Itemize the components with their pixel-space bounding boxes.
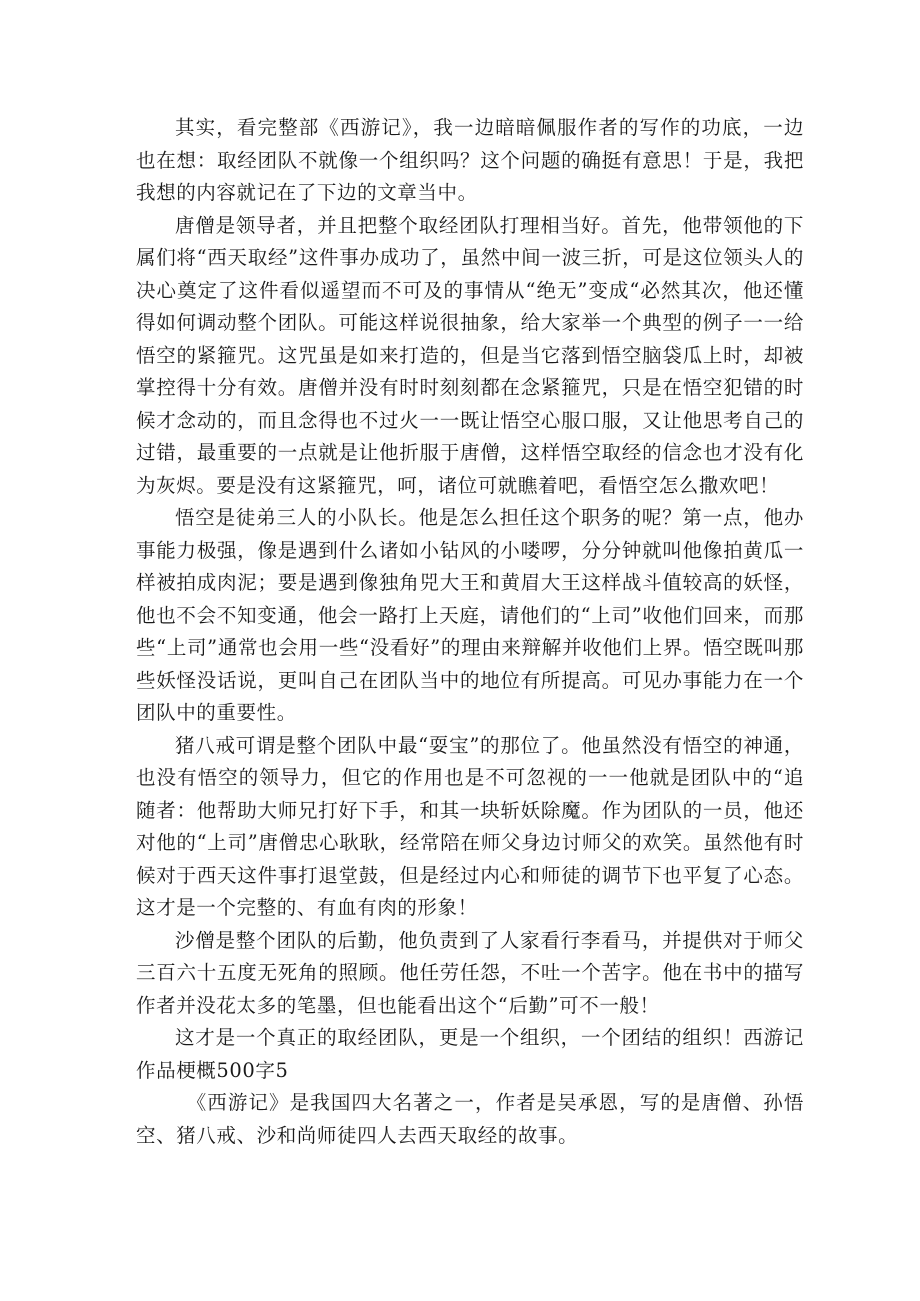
paragraph-summary: 《西游记》是我国四大名著之一，作者是吴承恩，写的是唐僧、孙悟空、猪八戒、沙和尚师徒四人去西天取经的故事。: [136, 1091, 804, 1147]
paragraph-shaseng: 沙僧是整个团队的后勤，他负责到了人家看行李看马，并提供对于师父三百六十五度无死角的照顾。他任劳任怨，不吐一个苦字。他在书中的描写作者并没花太多的笔墨，但也能看出这个“后勤”可不一般！: [136, 928, 804, 1017]
paragraph-bajie: 猪八戒可谓是整个团队中最“耍宝”的那位了。他虽然没有悟空的神通，也没有悟空的领导力，但它的作用也是不可忽视的一一他就是团队中的“追随者：他帮助大师兄打好下手，和其一块斩妖除魔。作为团队的一员，他还对他的“上司”唐僧忠心耿耿，经常陪在师父身边讨师父的欢笑。虽然他有时候对于西天这件事打退堂鼓，但是经过内心和师徒的调节下也平复了心态。这才是一个完整的、有血有肉的形象！: [136, 733, 804, 919]
paragraph-tangseng: 唐僧是领导者，并且把整个取经团队打理相当好。首先，他带领他的下属们将“西天取经”这件事办成功了，虽然中间一波三折，可是这位领头人的决心奠定了这件看似遥望而不可及的事情从“绝无”变成“必然其次，他还懂得如何调动整个团队。可能这样说很抽象，给大家举一个典型的例子一一给悟空的紧箍咒。这咒虽是如来打造的，但是当它落到悟空脑袋瓜上时，却被掌控得十分有效。唐僧并没有时时刻刻都在念紧箍咒，只是在悟空犯错的时候才念动的，而且念得也不过火一一既让悟空心服口服，又让他思考自己的过错，最重要的一点就是让他折服于唐僧，这样悟空取经的信念也才没有化为灰烬。要是没有这紧箍咒，呵，诸位可就瞧着吧，看悟空怎么撒欢吧！: [136, 213, 804, 497]
paragraph-intro: 其实，看完整部《西游记》，我一边暗暗佩服作者的写作的功底，一边也在想：取经团队不就像一个组织吗？这个问题的确挺有意思！于是，我把我想的内容就记在了下边的文章当中。: [136, 116, 804, 204]
document-page: [136, 112, 804, 1152]
paragraph-conclusion: 这才是一个真正的取经团队，更是一个组织，一个团结的组织！西游记作品梗概500字5: [136, 1026, 804, 1082]
paragraph-wukong: 悟空是徒弟三人的小队长。他是怎么担任这个职务的呢？第一点，他办事能力极强，像是遇到什么诸如小钻风的小喽啰，分分钟就叫他像拍黄瓜一样被拍成肉泥；要是遇到像独角兕大王和黄眉大王这样战斗值较高的妖怪，他也不会不知变通，他会一路打上天庭，请他们的“上司”收他们回来，而那些“上司”通常也会用一些“没看好”的理由来辩解并收他们上界。悟空既叫那些妖怪没话说，更叫自己在团队当中的地位有所提高。可见办事能力在一个团队中的重要性。: [136, 506, 804, 724]
